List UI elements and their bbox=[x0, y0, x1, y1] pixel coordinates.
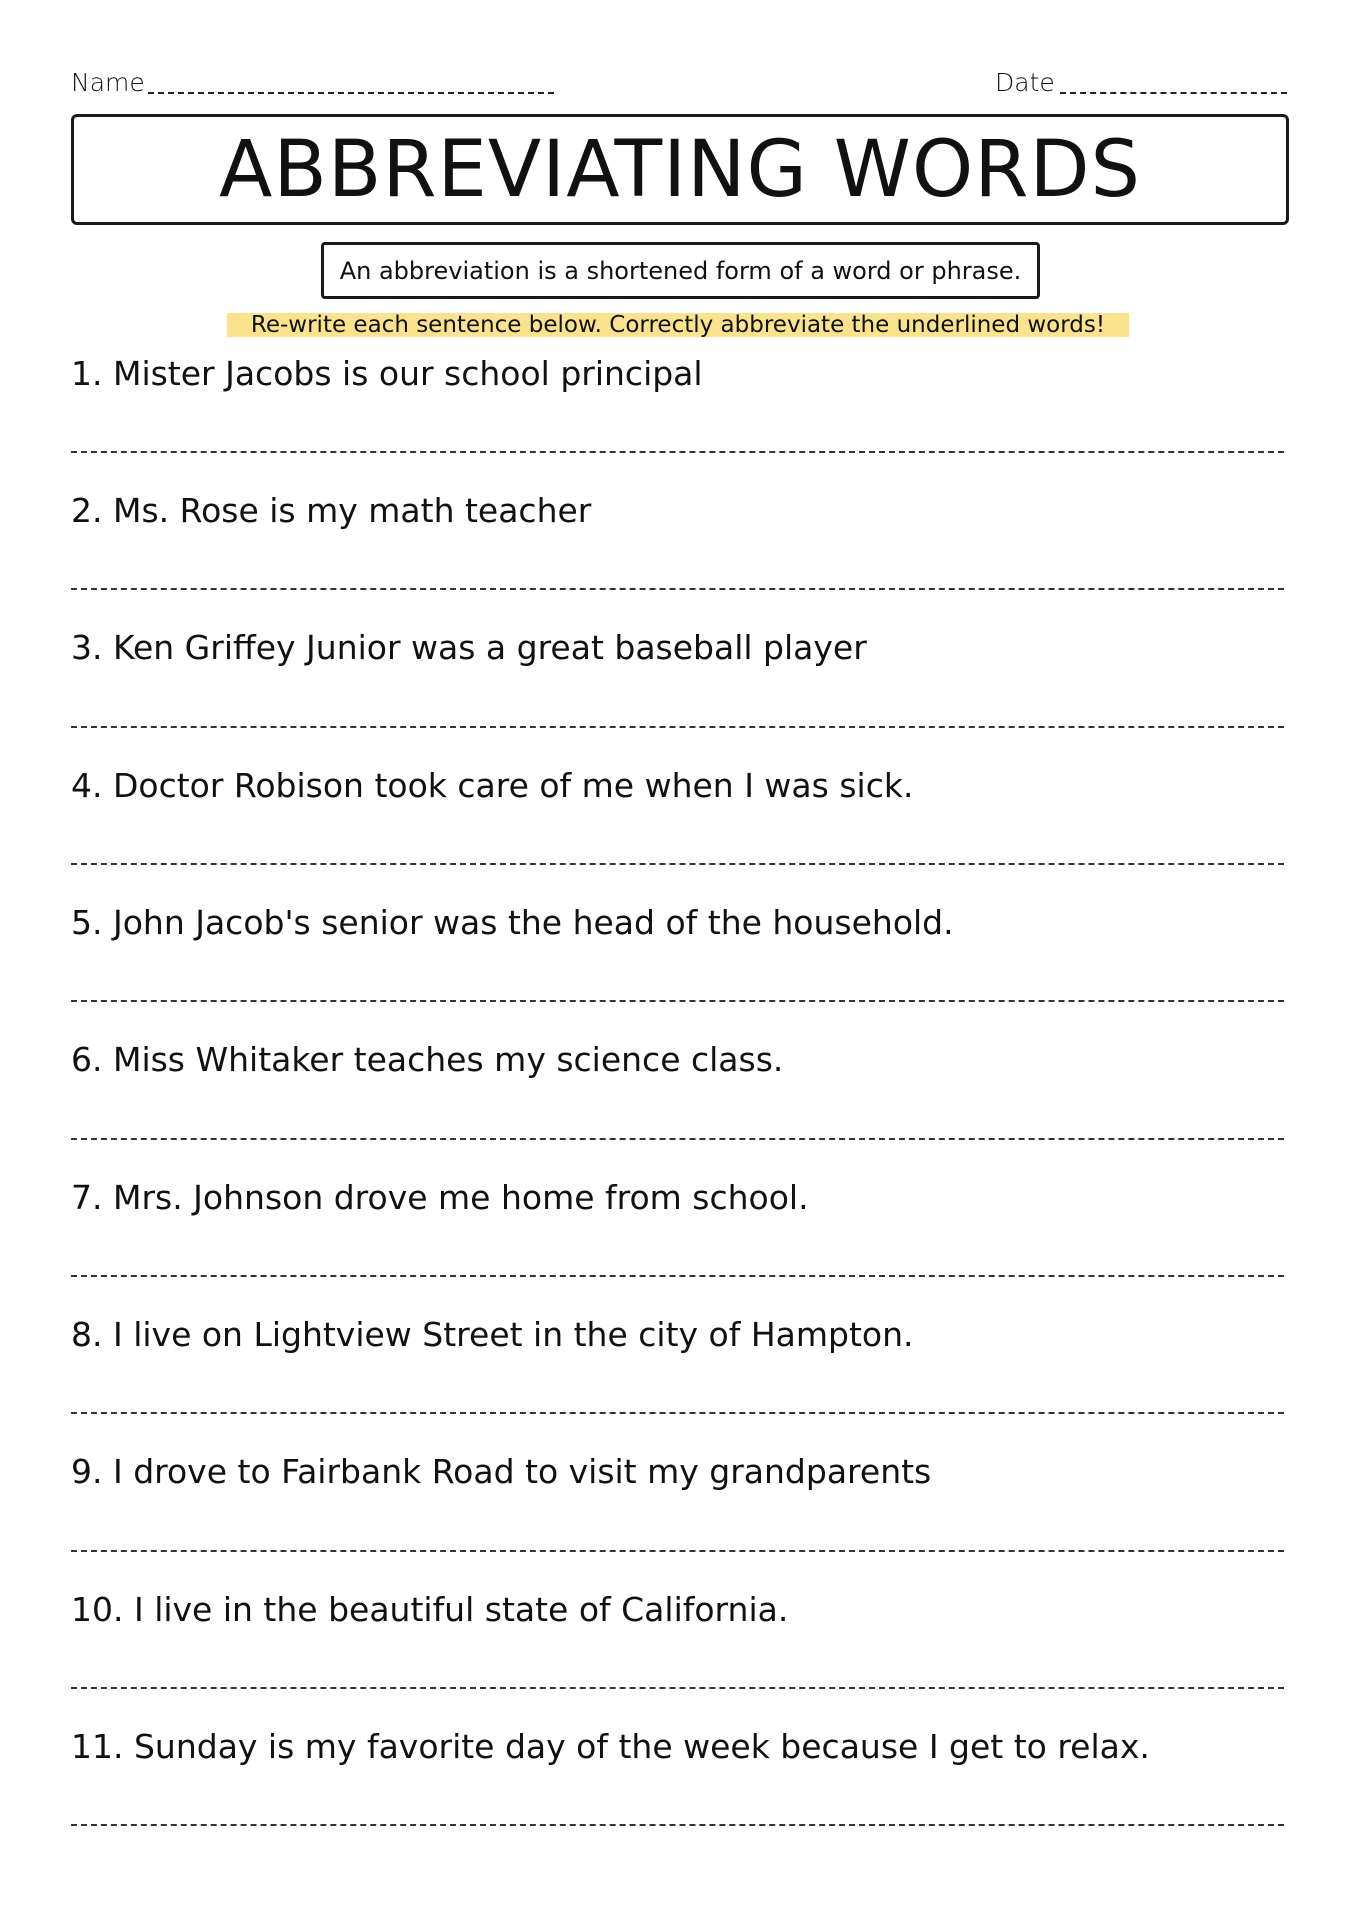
question-5: 5. John Jacob's senior was the head of the household. bbox=[71, 903, 954, 942]
definition-box bbox=[321, 242, 1040, 299]
question-6: 6. Miss Whitaker teaches my science class. bbox=[71, 1040, 784, 1079]
question-9: 9. I drove to Fairbank Road to visit my grandparents bbox=[71, 1452, 932, 1491]
page-title: ABBREVIATING WORDS bbox=[218, 124, 1142, 215]
instructions-text: Re-write each sentence below. Correctly abbreviate the underlined words! bbox=[250, 312, 1106, 338]
answer-line-2[interactable] bbox=[71, 588, 1284, 590]
question-1: 1. Mister Jacobs is our school principal bbox=[71, 354, 703, 393]
question-11: 11. Sunday is my favorite day of the week because I get to relax. bbox=[71, 1727, 1150, 1766]
answer-line-9[interactable] bbox=[71, 1550, 1284, 1552]
question-4: 4. Doctor Robison took care of me when I was sick. bbox=[71, 766, 914, 805]
question-10: 10. I live in the beautiful state of California. bbox=[71, 1590, 789, 1629]
definition-text: An abbreviation is a shortened form of a word or phrase. bbox=[339, 256, 1022, 285]
instructions-highlight bbox=[227, 313, 1129, 337]
date-label: Date bbox=[995, 68, 1055, 97]
answer-line-3[interactable] bbox=[71, 726, 1284, 728]
answer-line-6[interactable] bbox=[71, 1138, 1284, 1140]
question-2: 2. Ms. Rose is my math teacher bbox=[71, 491, 592, 530]
name-field[interactable] bbox=[148, 92, 554, 94]
answer-line-7[interactable] bbox=[71, 1275, 1284, 1277]
name-label: Name bbox=[71, 68, 145, 97]
answer-line-10[interactable] bbox=[71, 1687, 1284, 1689]
title-box bbox=[71, 114, 1289, 225]
date-field[interactable] bbox=[1060, 92, 1287, 94]
answer-line-1[interactable] bbox=[71, 451, 1284, 453]
question-3: 3. Ken Griffey Junior was a great baseball player bbox=[71, 628, 867, 667]
answer-line-4[interactable] bbox=[71, 863, 1284, 865]
answer-line-11[interactable] bbox=[71, 1824, 1284, 1826]
answer-line-8[interactable] bbox=[71, 1412, 1284, 1414]
question-8: 8. I live on Lightview Street in the city of Hampton. bbox=[71, 1315, 914, 1354]
question-7: 7. Mrs. Johnson drove me home from school. bbox=[71, 1178, 809, 1217]
answer-line-5[interactable] bbox=[71, 1000, 1284, 1002]
